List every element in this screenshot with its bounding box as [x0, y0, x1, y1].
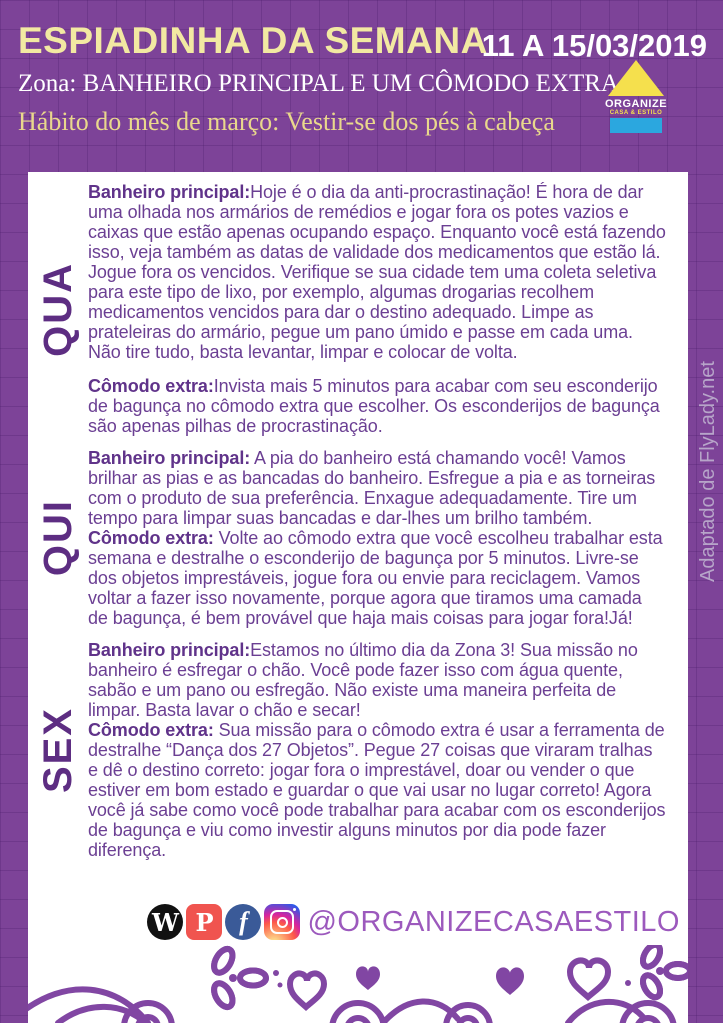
paragraph-text: Invista mais 5 minutos para acabar com seu esconderijo de bagunça no cômodo extra que escolher. Os esconderijos de bagunça são apenas pilhas de procrastinação. [88, 376, 660, 436]
paragraph-label: Cômodo extra: [88, 528, 214, 548]
pinterest-icon[interactable]: P [186, 904, 222, 940]
paragraph-label: Cômodo extra: [88, 720, 214, 740]
section-wednesday [28, 182, 688, 436]
floral-doodle-border [28, 945, 688, 1023]
day-label-sex: SEX [35, 706, 80, 794]
attribution-note: Adaptado de FlyLady.net [697, 361, 719, 582]
habit-line: Hábito do mês de março: Vestir-se dos pés à cabeça [18, 107, 555, 136]
paragraph-text: Volte ao cômodo extra que você escolheu trabalhar esta semana e destralhe o esconderijo de bagunça por 5 minutos. Livre-se dos objetos imprestáveis, jogue fora ou envie para reciclagem. Vamos voltar a fazer isso novamente, porque agora que tiramos uma camada de bagunça, é bem provável que haja mais coisas para jogar fora!Já! [88, 528, 663, 628]
instagram-lens-icon [277, 917, 288, 928]
facebook-icon[interactable]: f [225, 904, 261, 940]
paragraph-banheiro-principal [88, 448, 666, 528]
header [0, 0, 723, 172]
day-label-qui: QUI [35, 499, 80, 577]
paragraph-label: Banheiro principal: [88, 182, 251, 202]
paragraph-text: Hoje é o dia da anti-procrastinação! É hora de dar uma olhada nos armários de remédios e jogar fora os potes vazios e caixas que estão apenas ocupando espaço. Enquanto você está fazendo isso, veja também as datas de validade dos medicamentos que estão lá. Jogue fora os vencidos. Verifique se sua cidade tem uma coleta seletiva para este tipo de lixo, por exemplo, algumas drogarias recolhem medicamentos vencidos para dar o destino adequado. Limpe as prateleiras do armário, pegue um pano úmido e passe em cada uma. Não tire tudo, basta levantar, limpar e colocar de volta. [88, 182, 666, 362]
section-thursday [28, 448, 688, 628]
logo-tagline: CASA & ESTILO [609, 110, 663, 116]
paragraph-text: Sua missão para o cômodo extra é usar a ferramenta de destralhe “Dança dos 27 Objetos”. Pegue 27 coisas que viraram tralhas e dê o destino correto: jogar fora o imprestável, doar ou vender o que estiver em bom estado e guardar o que vai usar no lugar correto! Agora você já sabe como você pode trabalhar para acabar com os esconderijos de bagunça e viu como investir alguns minutos por dia pode fazer diferença. [88, 720, 666, 860]
section-friday [28, 640, 688, 860]
logo-roof-triangle-icon [608, 60, 664, 96]
paragraph-banheiro-principal [88, 182, 666, 362]
paragraph-label: Banheiro principal: [88, 640, 251, 660]
weekday-sections [28, 172, 688, 860]
logo-name: ORGANIZE [604, 98, 668, 110]
content-panel [28, 172, 688, 1023]
logo-door-rect-icon [610, 118, 662, 133]
instagram-icon[interactable] [264, 904, 300, 940]
day-label-qua: QUA [35, 261, 80, 357]
wordpress-icon[interactable]: W [147, 904, 183, 940]
social-handle[interactable]: @ORGANIZECASAESTILO [307, 905, 680, 938]
organize-casa-estilo-logo [604, 60, 668, 133]
page-title: ESPIADINHA DA SEMANA [18, 20, 488, 61]
instagram-flash-dot-icon [293, 908, 296, 911]
paragraph-label: Banheiro principal: [88, 448, 251, 468]
paragraph-comodo-extra [88, 376, 666, 436]
social-footer [28, 901, 688, 945]
paragraph-text: A pia do banheiro está chamando você! Vamos brilhar as pias e as bancadas do banheiro. Esfregue a pia e as torneiras com o produto de sua preferência. Enxague adequadamente. Tire um tempo para limpar suas bancadas e dar-lhes um brilho também. [88, 448, 656, 528]
zone-line: Zona: BANHEIRO PRINCIPAL E UM CÔMODO EXTRA [18, 70, 619, 97]
paragraph-comodo-extra [88, 720, 666, 860]
paragraph-text: Estamos no último dia da Zona 3! Sua missão no banheiro é esfregar o chão. Você pode fazer isso com água quente, sabão e um pano ou esfregão. Não existe uma maneira perfeita de limpar. Basta lavar o chão e secar! [88, 640, 638, 720]
date-range: 11 A 15/03/2019 [481, 28, 707, 63]
paragraph-label: Cômodo extra: [88, 376, 214, 396]
paragraph-comodo-extra [88, 528, 666, 628]
paragraph-banheiro-principal [88, 640, 666, 720]
